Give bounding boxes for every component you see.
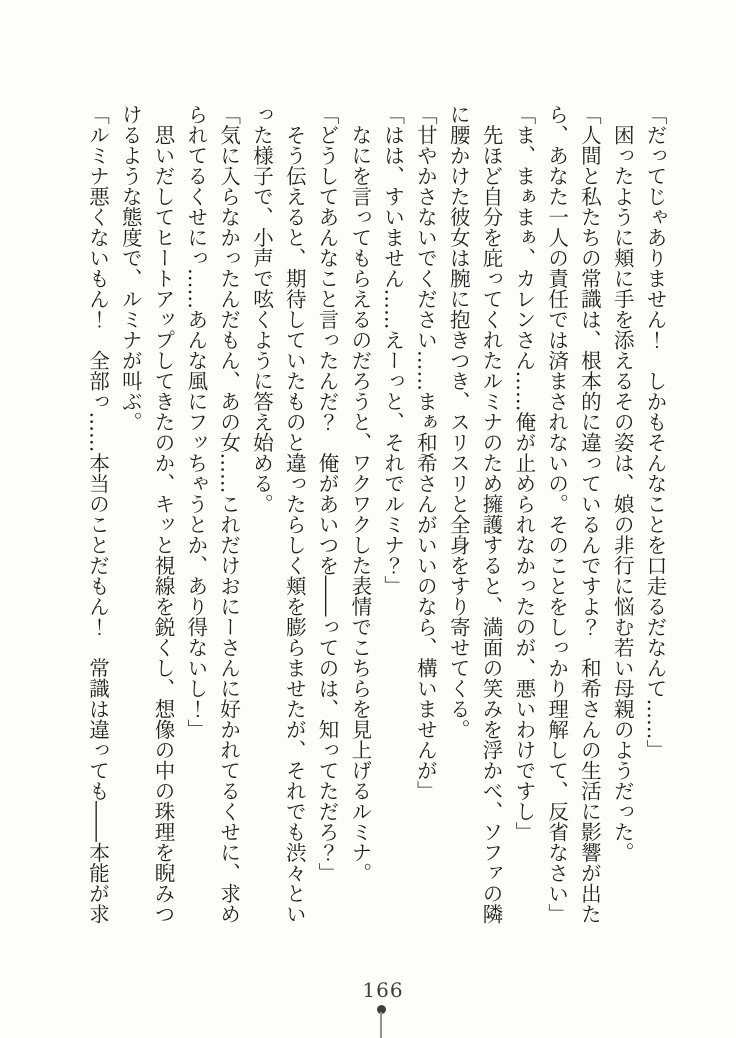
text-line: 先ほど自分を庇ってくれたルミナのため擁護すると、満面の笑みを浮かべ、ソファの隣: [479, 104, 504, 924]
text-line: に腰かけた彼女は腕に抱きつき、スリスリと全身をすり寄せてくる。: [446, 104, 471, 740]
text-line: 「どうしてあんなこと言ったんだ？ 俺があいつを――ってのは、知ってただろ？」: [315, 104, 340, 883]
text-line: 「だってじゃありません！ しかもそんなことを口走るだなんて……」: [643, 104, 667, 760]
text-line: 「はは、すいません……えーっと、それでルミナ？」: [380, 104, 405, 596]
text-line: 「ま、まぁまぁ、カレンさん……俺が止められなかったのが、悪いわけですし」: [511, 104, 536, 842]
page-number: 166: [362, 978, 404, 1002]
text-line: 「甘やかさないでください……まぁ和希さんがいいのなら、構いませんが」: [413, 104, 438, 801]
text-line: 「ルミナ悪くないもん！ 全部っ……本当のことだもん！ 常識は違っても――本能が求: [85, 104, 110, 924]
body-text: [80, 104, 671, 928]
text-line: った様子で、小声で呟くように答え始める。: [249, 104, 274, 514]
text-line: なにを言ってもらえるのだろうと、ワクワクした表情でこちらを見上げるルミナ。: [347, 104, 372, 883]
text-line: そう伝えると、期待していたものと違ったらしく頬を膨らませたが、それでも渋々とい: [282, 104, 307, 924]
text-line: 思いだしてヒートアップしてきたのか、キッと視線を鋭くし、想像の中の珠理を睨みつ: [151, 104, 176, 924]
text-line: ら、あなた一人の責任では済まされないの。そのことをしっかり理解して、反省なさい」: [544, 104, 569, 924]
text-line: 「気に入らなかったんだもん、あの女……これだけおにーさんに好かれてるくせに、求め: [216, 104, 241, 924]
text-line: 困ったように頬に手を添えるその姿は、娘の非行に悩む若い母親のようだった。: [610, 104, 635, 863]
text-line: 「人間と私たちの常識は、根本的に違っているんですよ？ 和希さんの生活に影響が出た: [577, 104, 602, 924]
text-line: られてるくせにっ……あんな風にフッちゃうとか、あり得ないし！」: [183, 104, 208, 740]
text-line: けるような態度で、ルミナが叫ぶ。: [118, 104, 143, 432]
page-marker-line: [380, 1012, 382, 1038]
